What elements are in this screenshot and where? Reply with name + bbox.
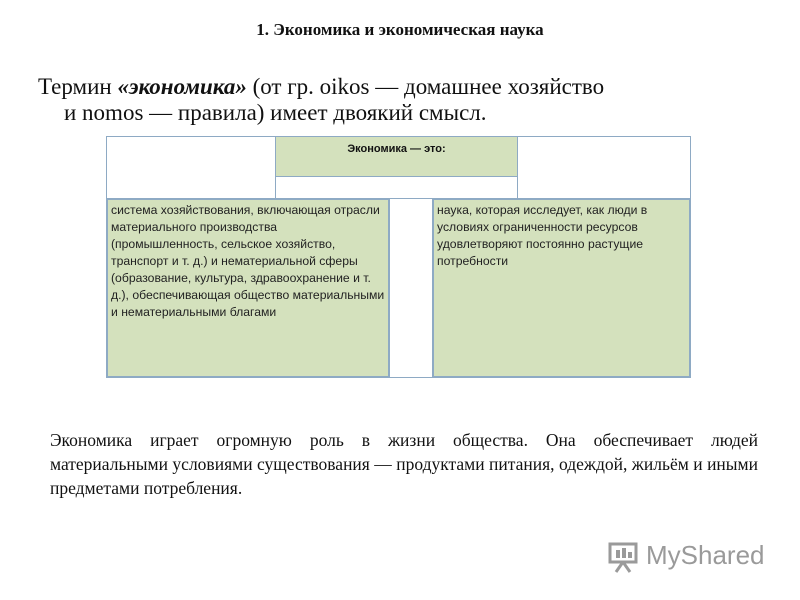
definition-left-box: система хозяйствования, включающая отрасли материального производства (промышленность, сельское хозяйство, транспорт и т. д.) и нематериальной сферы (образование, культура, здравоохранение и т. д.), обеспечивающая общество материальными и нематериальными благами (107, 199, 389, 377)
body-paragraph: Экономика играет огромную роль в жизни общества. Она обеспечивает людей материальными условиями существования — продуктами питания, одеждой, жильём и иными предметами потребления. (50, 430, 758, 498)
definition-diagram (106, 136, 691, 378)
intro-line2: и nomos — правила) имеет двоякий смысл. (64, 100, 487, 125)
intro-term: «экономика» (117, 74, 247, 99)
slide-title: 1. Экономика и экономическая наука (256, 20, 544, 39)
definition-right-box: наука, которая исследует, как люди в условиях ограниченности ресурсов удовлетворяют постоянно растущие потребности (433, 199, 690, 377)
intro-line1-rest: (от гр. oikos — домашнее хозяйство (246, 74, 605, 99)
myshared-logo (606, 540, 766, 574)
diagram-head: Экономика — это: (275, 137, 518, 177)
logo-text: MyShared (646, 540, 765, 570)
diagram-gap (389, 199, 433, 377)
intro-text (38, 74, 778, 126)
diagram-connector (275, 177, 518, 199)
intro-prefix: Термин (38, 74, 118, 99)
presentation-icon (606, 540, 640, 574)
